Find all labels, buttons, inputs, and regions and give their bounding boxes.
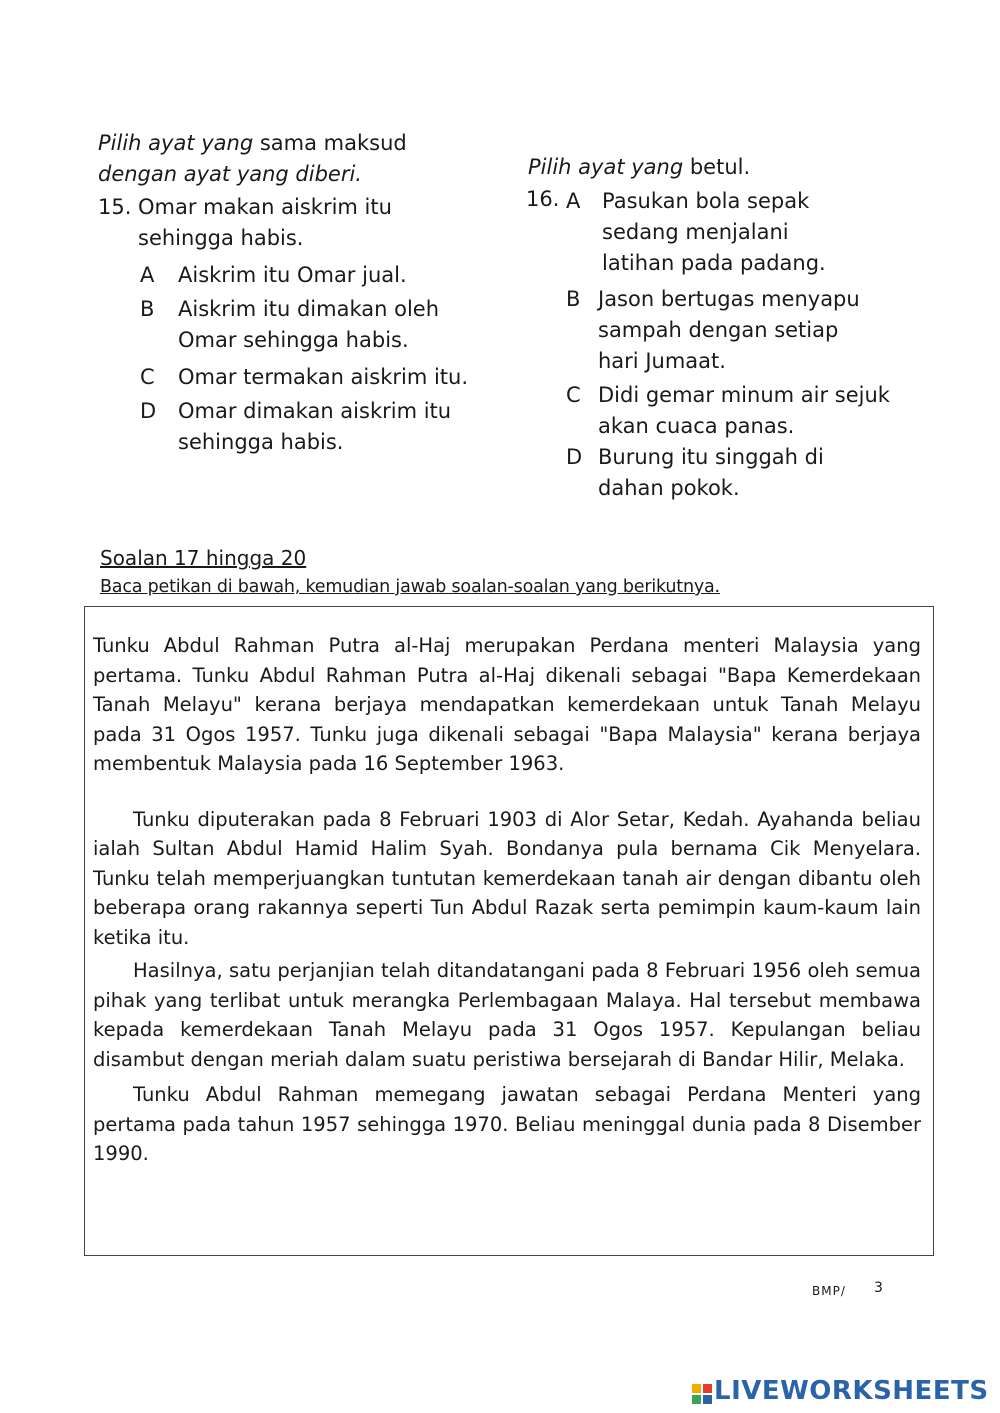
brand-logo	[692, 1376, 992, 1408]
q15-option-a-letter: A	[140, 263, 155, 287]
passage-paragraph-1: Tunku Abdul Rahman Putra al-Haj merupakan Perdana menteri Malaysia yang pertama. Tunku Abdul Rahman Putra al-Haj dikenali sebagai "Bapa Kemerdekaan Tanah Melayu" kerana berjaya mendapatkan kemerdekaan untuk Tanah Melayu pada 31 Ogos 1957. Tunku juga dikenali sebagai "Bapa Malaysia" kerana berjaya membentuk Malaysia pada 16 September 1963.	[93, 634, 921, 775]
q16-option-a-text-2: sedang menjalani	[602, 220, 789, 244]
q16-option-a-letter: A	[566, 189, 581, 213]
q15-stem-line1: Omar makan aiskrim itu	[138, 195, 392, 219]
q16-option-d-letter: D	[566, 445, 583, 469]
passage-box	[84, 606, 934, 1256]
q15-option-c-letter: C	[140, 365, 155, 389]
q16-option-c-text-1: Didi gemar minum air sejuk	[598, 383, 890, 407]
q16-option-a-text-1: Pasukan bola sepak	[602, 189, 810, 213]
q15-option-b-text-2: Omar sehingga habis.	[178, 328, 409, 352]
q15-option-c-text: Omar termakan aiskrim itu.	[178, 365, 469, 389]
brand-logo-icon	[692, 1384, 712, 1404]
section-instruction: Baca petikan di bawah, kemudian jawab soalan-soalan yang berikutnya.	[100, 577, 720, 597]
q15-option-d[interactable]	[140, 396, 480, 458]
q15-number: 15.	[98, 195, 132, 219]
q16-option-d-text-2: dahan pokok.	[598, 476, 740, 500]
q15-option-a[interactable]	[140, 260, 480, 291]
passage-paragraph-2: Tunku diputerakan pada 8 Februari 1903 di Alor Setar, Kedah. Ayahanda beliau ialah Sultan Abdul Hamid Halim Syah. Bondanya pula bernama Cik Menyelara. Tunku telah memperjuangkan tuntutan kemerdekaan tanah air dengan dibantu oleh beberapa orang rakannya seperti Tun Abdul Razak serta pemimpin kaum-kaum lain ketika itu.	[93, 807, 921, 949]
passage-paragraph-4: Tunku Abdul Rahman memegang jawatan sebagai Perdana Menteri yang pertama pada tahun 1957 sehingga 1970. Beliau meninggal dunia pada 8 Disember 1990.	[93, 1083, 921, 1165]
q15-option-b-text-1: Aiskrim itu dimakan oleh	[178, 297, 440, 321]
q16-option-c-text-2: akan cuaca panas.	[598, 414, 795, 438]
q15-option-b-letter: B	[140, 297, 155, 321]
q16-instruction-italic: Pilih ayat yang	[528, 155, 684, 179]
q16-option-b[interactable]	[566, 284, 906, 377]
q16-option-b-text-3: hari Jumaat.	[598, 349, 726, 373]
q16-option-a-text-3: latihan pada padang.	[602, 251, 826, 275]
q16-option-a[interactable]	[566, 186, 906, 279]
footer-code: BMP/	[812, 1284, 846, 1298]
q15-option-d-text-2: sehingga habis.	[178, 430, 344, 454]
q15-option-c[interactable]	[140, 362, 480, 393]
q16-instruction	[528, 152, 908, 183]
q16-option-d[interactable]	[566, 442, 906, 504]
q15-instruction	[98, 128, 488, 190]
q16-option-c-letter: C	[566, 383, 581, 407]
page-number: 3	[874, 1280, 883, 1296]
brand-name: LIVEWORKSHEETS	[714, 1376, 989, 1406]
q16-option-b-letter: B	[566, 287, 581, 311]
q15-option-d-letter: D	[140, 399, 157, 423]
q16-option-b-text-1: Jason bertugas menyapu	[598, 287, 860, 311]
q15-option-b[interactable]	[140, 294, 480, 356]
q16-option-b-text-2: sampah dengan setiap	[598, 318, 839, 342]
q15-instruction-rest: sama maksud	[253, 131, 407, 155]
q15-instruction-italic: Pilih ayat yang	[98, 131, 254, 155]
q15-stem-line2: sehingga habis.	[138, 226, 304, 250]
q16-number: 16.	[526, 187, 560, 211]
q15-option-d-text-1: Omar dimakan aiskrim itu	[178, 399, 452, 423]
section-heading: Soalan 17 hingga 20	[100, 546, 307, 570]
q16-instruction-rest: betul.	[683, 155, 751, 179]
q16-option-d-text-1: Burung itu singgah di	[598, 445, 824, 469]
passage-paragraph-3: Hasilnya, satu perjanjian telah ditandatangani pada 8 Februari 1956 oleh semua pihak yang terlibat untuk merangka Perlembagaan Malaya. Hal tersebut membawa kepada kemerdekaan Tanah Melayu pada 31 Ogos 1957. Kepulangan beliau disambut dengan meriah dalam suatu peristiwa bersejarah di Bandar Hilir, Melaka.	[93, 959, 921, 1071]
q15-stem	[138, 192, 478, 254]
q15-instruction-line2: dengan ayat yang diberi.	[98, 162, 362, 186]
passage-body	[93, 631, 921, 1169]
q15-option-a-text: Aiskrim itu Omar jual.	[178, 263, 407, 287]
q16-option-c[interactable]	[566, 380, 926, 442]
